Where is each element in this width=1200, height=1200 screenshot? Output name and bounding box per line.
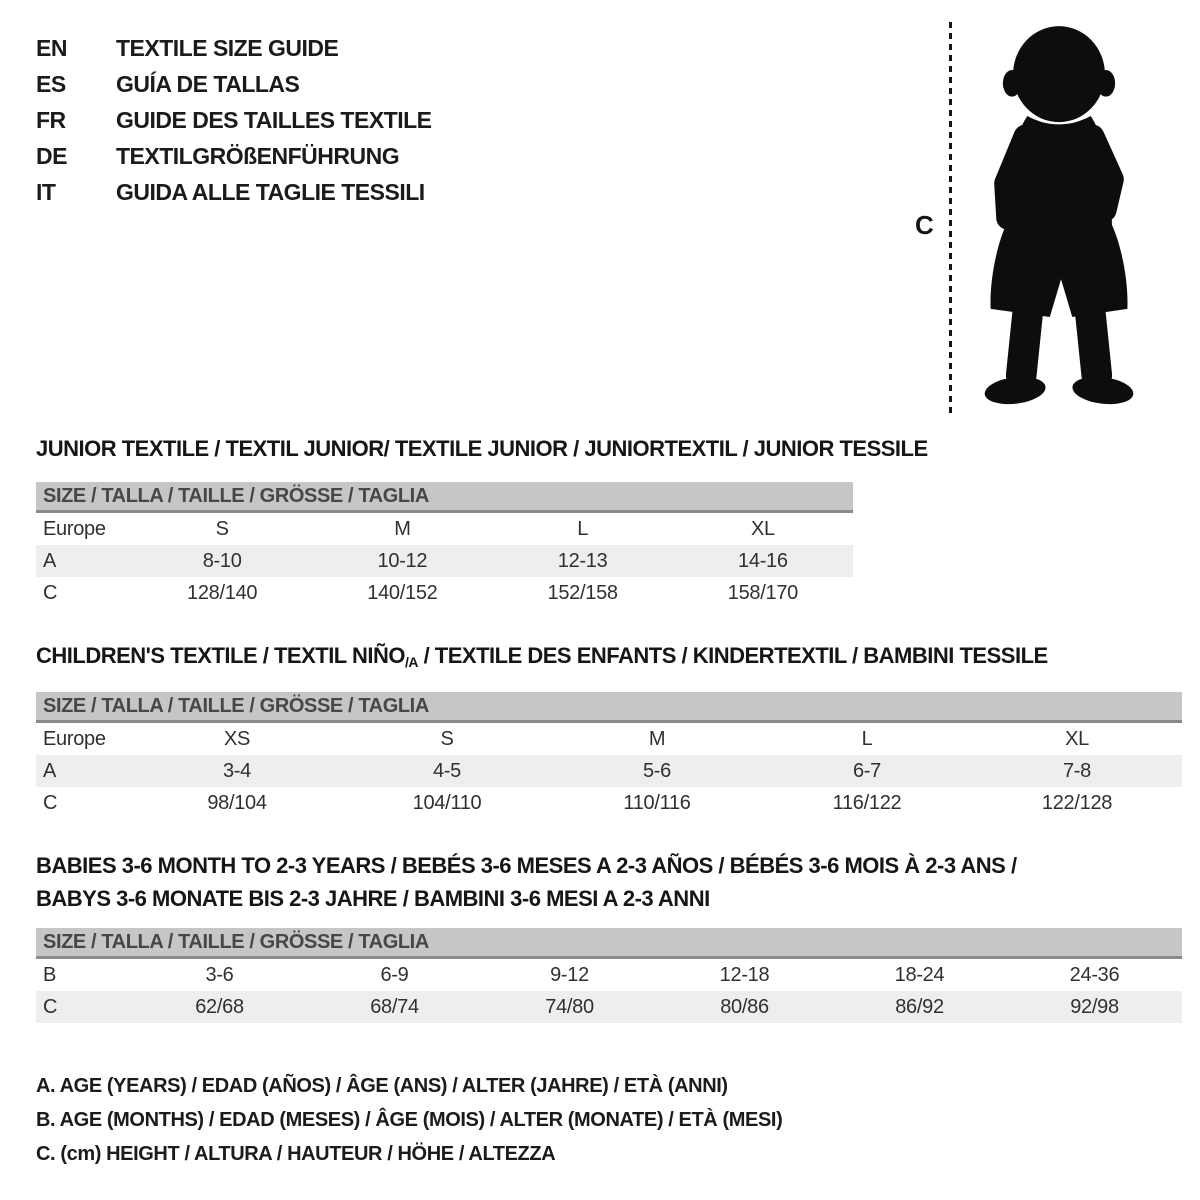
months-cell: 12-18 [719,963,770,986]
size-cell: L [861,727,873,750]
months-cell: 6-9 [380,963,409,986]
size-cell: M [648,727,666,750]
height-cell: 140/152 [367,581,438,604]
size-cell: L [577,517,589,540]
months-cell: 24-36 [1069,963,1120,986]
height-cell: 92/98 [1070,995,1119,1018]
language-code-de: DE [36,142,67,169]
language-code-es: ES [36,70,66,97]
height-cell: 74/80 [545,995,594,1018]
toddler-figure [905,18,1160,422]
language-row-de [36,138,656,174]
table-row-junior-age [36,545,853,577]
table-row-babies-months [36,959,1182,991]
language-code-fr: FR [36,106,66,133]
junior-table-header: SIZE / TALLA / TAILLE / GRÖSSE / TAGLIA [36,482,853,513]
age-cell: 14-16 [738,549,788,572]
table-row-children-europe [36,723,1182,755]
row-label: Europe [43,727,106,750]
language-title-es: GUÍA DE TALLAS [116,70,300,97]
height-cell: 116/122 [832,791,902,814]
age-cell: 8-10 [202,549,242,572]
row-label: A [43,549,57,572]
language-code-it: IT [36,178,56,205]
toddler-silhouette-icon [967,18,1151,416]
table-row-children-age [36,755,1182,787]
age-cell: 12-13 [557,549,608,572]
height-cell: 80/86 [720,995,769,1018]
language-row-fr [36,102,656,138]
language-row-es [36,66,656,102]
height-cell: 110/116 [623,791,691,814]
babies-section-title [36,849,1200,915]
measurement-legend [36,1069,1200,1171]
legend-line-c: C. (cm) HEIGHT / ALTURA / HAUTEUR / HÖHE / ALTEZZA [36,1143,556,1165]
height-cell: 104/110 [412,791,482,814]
height-cell: 128/140 [187,581,258,604]
language-row-en [36,30,656,66]
babies-table-header: SIZE / TALLA / TAILLE / GRÖSSE / TAGLIA [36,928,1182,959]
months-cell: 3-6 [205,963,234,986]
table-row-junior-europe [36,513,853,545]
age-cell: 3-4 [222,759,251,782]
size-cell: XL [750,517,775,540]
row-label: Europe [43,517,106,540]
language-title-it: GUIDA ALLE TAGLIE TESSILI [116,178,425,205]
height-cell: 62/68 [195,995,244,1018]
months-cell: 9-12 [550,963,589,986]
height-measure-label: C [915,210,934,240]
table-row-babies-height [36,991,1182,1023]
language-row-it [36,174,656,210]
language-title-fr: GUIDE DES TAILLES TEXTILE [116,106,432,133]
language-title-en: TEXTILE SIZE GUIDE [116,34,339,61]
months-cell: 18-24 [894,963,945,986]
legend-line-b: B. AGE (MONTHS) / EDAD (MESES) / ÂGE (MOIS) / ALTER (MONATE) / ETÀ (MESI) [36,1109,783,1131]
row-label: C [43,581,58,604]
children-size-table [36,692,1182,819]
row-label: B [43,963,57,986]
children-title-prefix: CHILDREN'S TEXTILE / TEXTIL NIÑO [36,643,405,668]
row-label: C [43,791,58,814]
height-cell: 152/158 [547,581,618,604]
height-cell: 158/170 [727,581,798,604]
row-label: A [43,759,57,782]
table-row-children-height [36,787,1182,819]
age-cell: 6-7 [852,759,881,782]
legend-line-a: A. AGE (YEARS) / EDAD (AÑOS) / ÂGE (ANS) / ALTER (JAHRE) / ETÀ (ANNI) [36,1075,728,1097]
junior-section-title: JUNIOR TEXTILE / TEXTIL JUNIOR/ TEXTILE JUNIOR / JUNIORTEXTIL / JUNIOR TESSILE [36,436,928,461]
height-cell: 122/128 [1041,791,1113,814]
size-cell: M [394,517,411,540]
age-cell: 4-5 [432,759,461,782]
babies-size-table [36,928,1182,1023]
table-row-junior-height [36,577,853,609]
age-cell: 7-8 [1062,759,1091,782]
children-table-header: SIZE / TALLA / TAILLE / GRÖSSE / TAGLIA [36,692,1182,723]
babies-title-line1: BABIES 3-6 MONTH TO 2-3 YEARS / BEBÉS 3-6 MESES A 2-3 AÑOS / BÉBÉS 3-6 MOIS À 2-3 ANS / [36,853,1017,878]
children-title-suffix: / TEXTILE DES ENFANTS / KINDERTEXTIL / BAMBINI TESSILE [417,643,1048,668]
children-title-sub: /A [404,654,418,670]
size-cell: XS [223,727,251,750]
age-cell: 5-6 [642,759,671,782]
age-cell: 10-12 [377,549,428,572]
height-dashed-line [949,22,952,416]
height-cell: 68/74 [370,995,419,1018]
babies-title-line2: BABYS 3-6 MONATE BIS 2-3 JAHRE / BAMBINI 3-6 MESI A 2-3 ANNI [36,886,710,911]
size-cell: S [440,727,454,750]
size-cell: XL [1065,727,1089,750]
language-title-de: TEXTILGRÖßENFÜHRUNG [116,142,400,169]
height-cell: 98/104 [207,791,267,814]
language-code-en: EN [36,34,67,61]
height-cell: 86/92 [895,995,944,1018]
junior-size-table [36,482,853,609]
children-section-title [36,643,1200,675]
size-cell: S [215,517,229,540]
row-label: C [43,995,58,1018]
language-title-list [36,30,656,210]
